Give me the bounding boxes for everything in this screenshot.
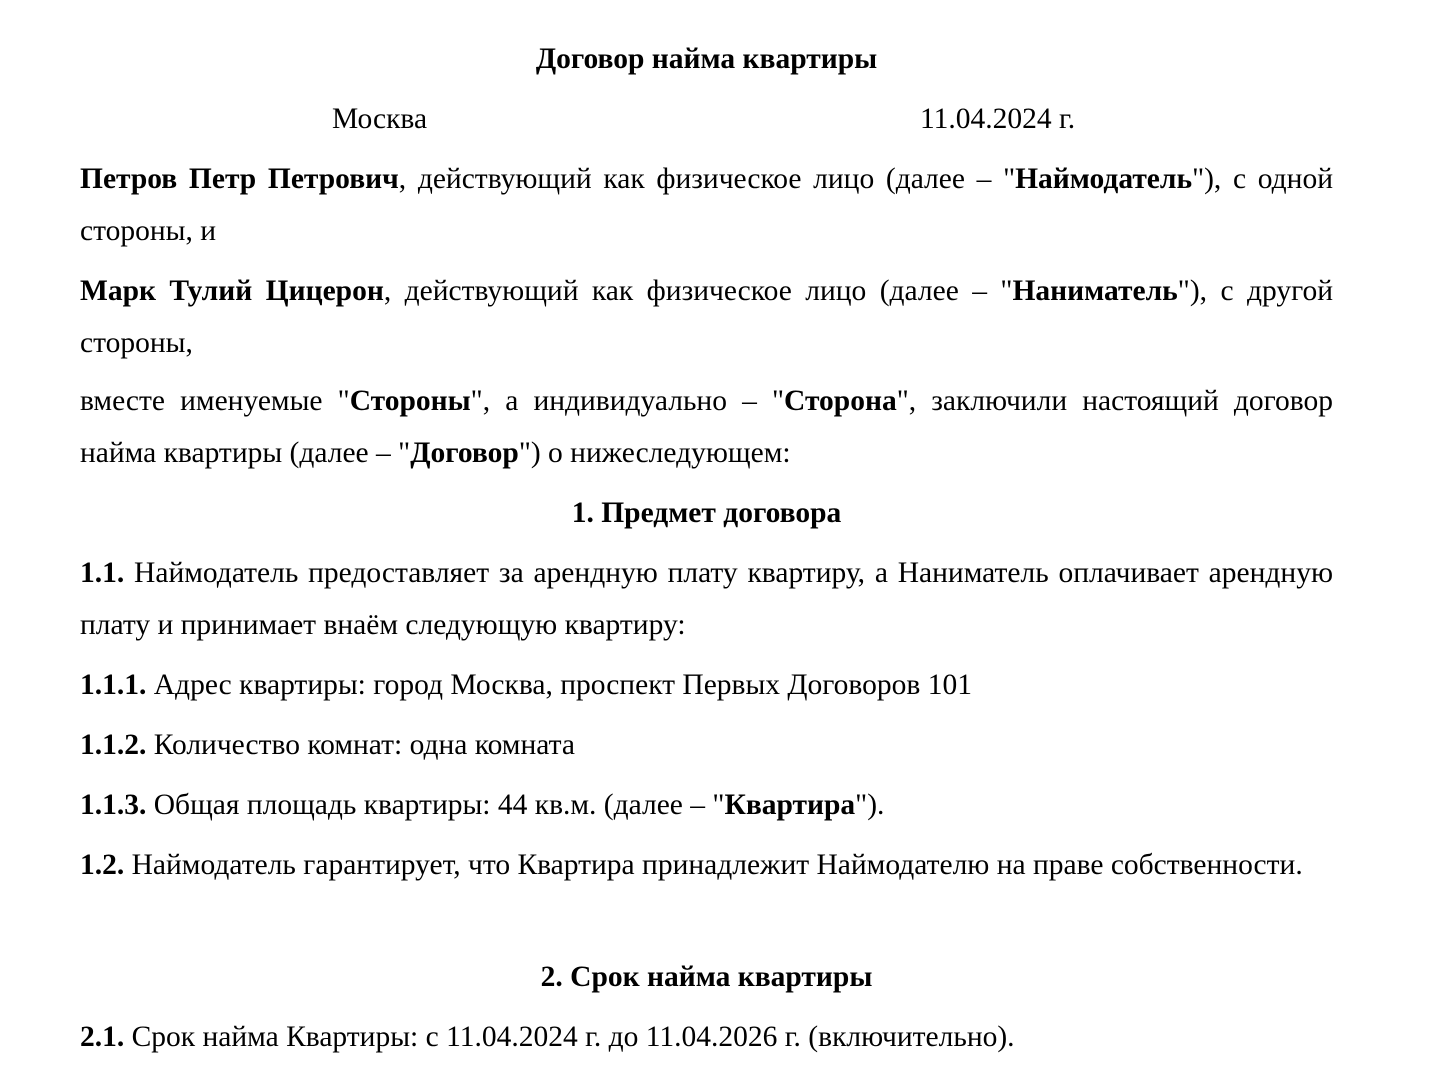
tenant-text-after-role: "), с другой стороны, [80, 275, 1333, 359]
parties-definition-paragraph [80, 375, 1333, 479]
landlord-text-after-role: "), с одной стороны, и [80, 163, 1333, 247]
clause-1-1 [80, 547, 1333, 651]
clause-1-1-2 [80, 719, 1333, 771]
clause-text: Наймодатель гарантирует, что Квартира принадлежит Наймодателю на праве собственности. [124, 849, 1303, 881]
landlord-text-before-role: , действующий как физическое лицо (далее – " [398, 163, 1016, 195]
clause-text: Адрес квартиры: город Москва, проспект Первых Договоров 101 [146, 669, 972, 701]
clause-number: 1.1. [80, 557, 125, 589]
clause-text-before: Общая площадь квартиры: 44 кв.м. (далее – " [146, 789, 725, 821]
together-text-3: ", заключили настоящий договор найма квартиры (далее – " [80, 385, 1334, 469]
tenant-name: Марк Тулий Цицерон [80, 275, 384, 307]
clause-number: 1.1.1. [80, 669, 147, 701]
landlord-name: Петров Петр Петрович [80, 163, 399, 195]
clause-1-1-3 [80, 779, 1333, 831]
party-tenant-paragraph [80, 265, 1333, 369]
clause-text-after: "). [855, 789, 885, 821]
document-title: Договор найма квартиры [535, 43, 878, 75]
clause-2-1 [80, 1011, 1333, 1063]
term-parties: Стороны [349, 385, 471, 417]
section-1-heading: 1. Предмет договора [571, 497, 842, 529]
clause-1-1-1 [80, 659, 1333, 711]
together-text-2: ", а индивидуально – " [470, 385, 785, 417]
tenant-role-term: Наниматель [1012, 275, 1178, 307]
clause-1-2 [80, 839, 1333, 891]
clause-number: 1.1.2. [80, 729, 147, 761]
tenant-text-before-role: , действующий как физическое лицо (далее – " [383, 275, 1013, 307]
term-apartment: Квартира [724, 789, 856, 821]
clause-number: 2.1. [80, 1021, 125, 1053]
clause-text: Количество комнат: одна комната [146, 729, 575, 761]
clause-text: Срок найма Квартиры: с 11.04.2024 г. до 11.04.2026 г. (включительно). [124, 1021, 1015, 1053]
clause-number: 1.2. [80, 849, 125, 881]
party-landlord-paragraph [80, 153, 1333, 257]
contract-city: Москва [332, 103, 428, 135]
term-contract: Договор [410, 437, 519, 469]
landlord-role-term: Наймодатель [1015, 163, 1193, 195]
clause-number: 1.1.3. [80, 789, 147, 821]
clause-text: Наймодатель предоставляет за арендную плату квартиру, а Наниматель оплачивает арендную плату и принимает внаём следующую квартиру: [80, 557, 1333, 641]
together-text-4: ") о нижеследующем: [518, 437, 791, 469]
section-2-heading: 2. Срок найма квартиры [540, 961, 873, 993]
term-party: Сторона [784, 385, 897, 417]
contract-date: 11.04.2024 г. [920, 103, 1076, 135]
together-text-1: вместе именуемые " [80, 385, 350, 417]
place-date-line [80, 93, 1333, 145]
